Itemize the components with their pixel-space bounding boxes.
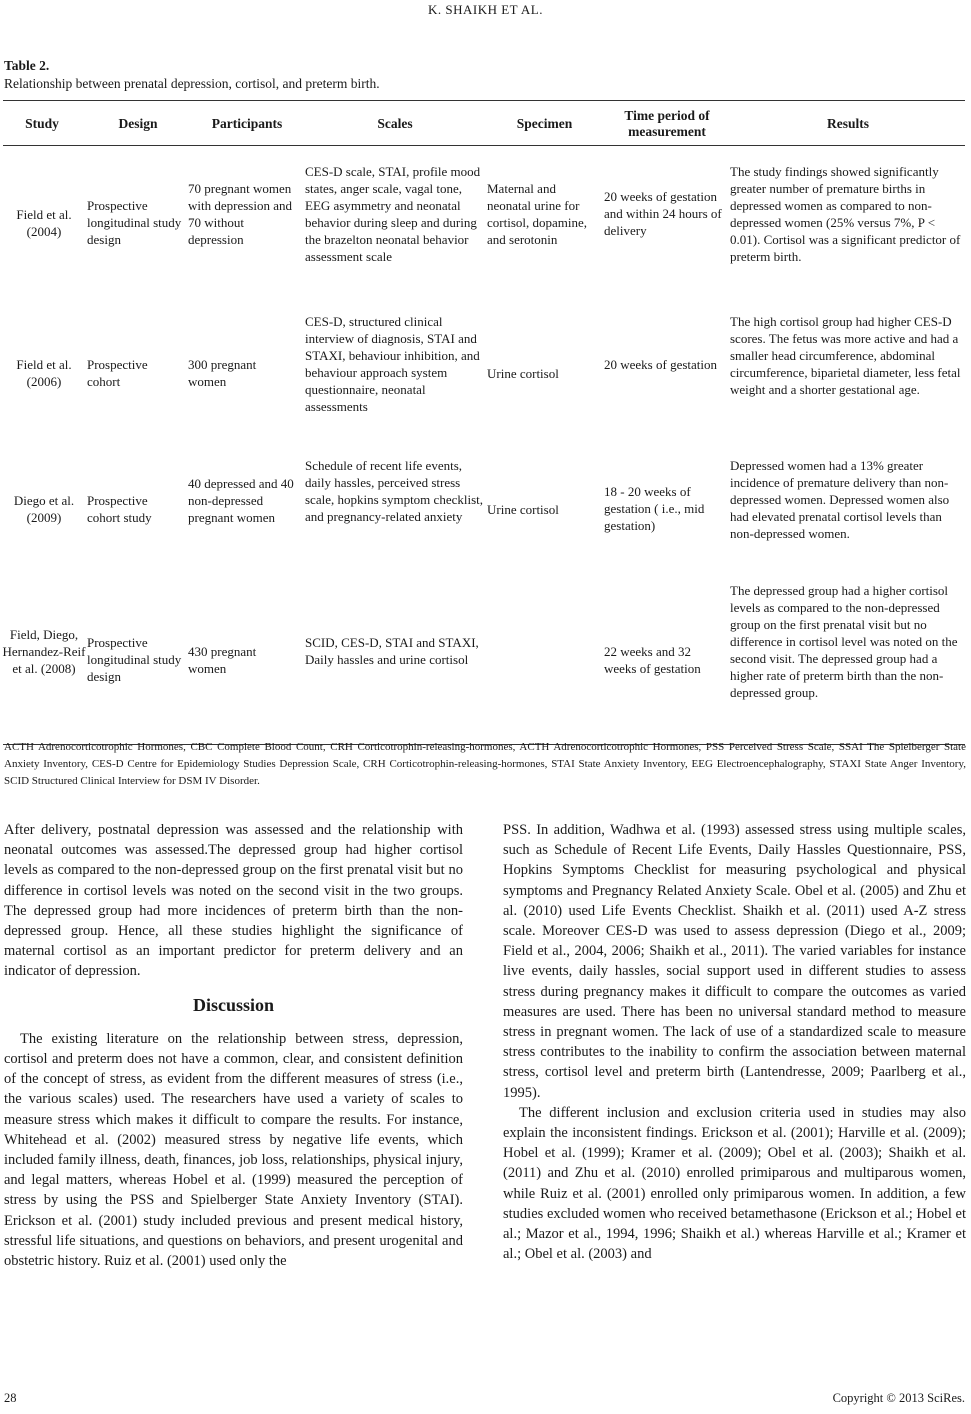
table-row-3-results: Depressed women had a 13% greater incidence of premature delivery than non-depressed women. Depressed women also had elevated prenatal cortisol levels than non-depressed women.: [730, 458, 950, 541]
discussion-heading: Discussion: [192, 994, 275, 1015]
page-number: 28: [4, 1391, 17, 1405]
table-row-3-specimen: Urine cortisol: [487, 502, 559, 517]
table-row-1-participants: 70 pregnant women with depression and 70 without depression: [188, 181, 292, 247]
right-paragraph-1: PSS. In addition, Wadhwa et al. (1993) assessed stress using multiple scales, such as Schedule of Recent Life Events, Daily Hassles Questionnaire, PSS, Hopkins Symptoms Checklist for measuring psychological and physical symptoms and Pregnancy Related Anxiety Scale. Obel et al. (2005) and Zhu et al. (2010) used Life Events Checklist. Shaikh et al. (2011) used A-Z stress scale. Moreover CES-D was used to assess depression (Diego et al., 2009; Field et al., 2004, 2006; Shaikh et al., 2011). The varied variables for instance live events, daily hassles, social support used in different studies to assess stress during pregnancy makes it difficult to compare the outcomes as varied measures are used. There has been no universal standard method to measure stress in pregnant women. The lack of use of a standardized scale to measure stress contributes to the inability to confirm the association between maternal stress, cortisol level and preterm birth (Lantendresse, 2009; Paarlberg et al., 1995).: [503, 822, 966, 1101]
table-row-1-study: Field et al. (2004): [16, 207, 72, 239]
left-paragraph-1: After delivery, postnatal depression was assessed and the relationship with neonatal outcomes was assessed.The depressed group had higher cortisol levels as compared to the non-depressed group on the first prenatal visit but no difference in cortisol levels was noted on the second visit in the two groups. The depressed group had more incidences of preterm birth than the non-depressed group. Hence, all these studies highlight the significance of maternal cortisol as an important predictor for preterm delivery and an indicator of depression.: [4, 822, 463, 980]
table-row-2-design: Prospective cohort: [87, 357, 148, 389]
table-row-3-scales: Schedule of recent life events, daily hassles, perceived stress scale, hopkins symptom checklist, and pregnancy-related anxiety: [305, 458, 484, 524]
table-row-1-time: 20 weeks of gestation and within 24 hours of delivery: [604, 189, 722, 238]
header-time-period: Time period of measurement: [624, 108, 710, 139]
table-footnote: ACTH Adrenocorticotrophic Hormones, CBC Complete Blood Count, CRH Corticotrophin-releasing-hormones, ACTH Adrenocorticotrophic Hormones, PSS Perceived Stress Scale, SSAI The Spielberger State Anxiety Inventory, CES-D Centre for Epidemiology Studies Depression Scale, CRH Corticotrophin-releasing-hormones, STAI State Anxiety Inventory, EEG Electroencephalography, STAXI State Anger Inventory, SCID Structured Clinical Interview for DSM IV Disorder.: [4, 741, 966, 787]
table-row-3-time: 18 - 20 weeks of gestation ( i.e., mid gestation): [604, 484, 705, 533]
header-results: Results: [826, 116, 869, 131]
table-row-1-design: Prospective longitudinal study design: [87, 198, 182, 247]
table-row-1-results: The study findings showed significantly greater number of premature births in depressed women as compared to non-depressed women (25% versus 7%, P < 0.01). Cortisol was a significant predictor of preterm birth.: [730, 164, 961, 264]
table-row-4-results: The depressed group had a higher cortisol levels as compared to the non-depressed group on the first prenatal visit but no difference in cortisol level was noted on the second visit. The depressed group had a higher rate of preterm birth than the non-depressed group.: [730, 583, 958, 700]
left-column: [4, 820, 463, 1271]
table-row-2-study: Field et al. (2006): [16, 357, 72, 389]
table-row-2-time: 20 weeks of gestation: [604, 357, 718, 372]
table-row-3-participants: 40 depressed and 40 non-depressed pregnant women: [188, 476, 294, 525]
table-row-3-study: Diego et al. (2009): [13, 493, 75, 525]
left-paragraph-2: The existing literature on the relationship between stress, depression, cortisol and preterm does not have a common, clear, and consistent definition of the concept of stress, as evident from the different measures of stress (i.e., the various scales) used. The researchers have used a variety of scales to measure stress which makes it difficult to compare the results. For instance, Whitehead et al. (2002) measured stress by negative life events, which included family illness, death, finances, job loss, relationships, physical injury, and legal matters, whereas Hobel et al. (1999) measured the perception of stress by using the PSS and Spielberger State Anxiety Inventory (STAI). Erickson et al. (2001) study included previous and present medical history, stressful life situations, and questions on behaviors, and present urogenital and obstetric history. Ruiz et al. (2001) used only the: [4, 1030, 463, 1270]
table-header-rule: [3, 145, 965, 146]
table-row-2-results: The high cortisol group had higher CES-D scores. The fetus was more active and had a smaller head circumference, abdominal circumference, biparietal diameter, less fetal weight and a shorter gestational age.: [730, 314, 961, 397]
right-column: [503, 820, 966, 1264]
table-row-1-specimen: Maternal and neonatal urine for cortisol, dopamine, and serotonin: [487, 181, 588, 247]
table-row-2-specimen: Urine cortisol: [487, 366, 559, 381]
table-row-4-time: 22 weeks and 32 weeks of gestation: [604, 644, 701, 676]
table-row-2-scales: CES-D, structured clinical interview of diagnosis, STAI and STAXI, behaviour inhibition, and behaviour approach system questionnaire, neonatal assessments: [305, 314, 480, 414]
copyright-notice: Copyright © 2013 SciRes.: [832, 1391, 965, 1405]
table-label: Table 2.: [4, 58, 50, 73]
table-caption: Relationship between prenatal depression, cortisol, and preterm birth.: [4, 76, 380, 91]
table-top-rule: [3, 100, 965, 101]
header-design: Design: [118, 116, 158, 131]
header-specimen: Specimen: [516, 116, 573, 131]
right-paragraph-2: The different inclusion and exclusion criteria used in studies may also explain the inconsistent findings. Erickson et al. (2001); Harville et al. (2009); Hobel et al. (1999); Kramer et al. (2009); Obel et al. (2003); Shaikh et al. (2011) and Zhu et al. (2010) enrolled primiparous and multiparous women, while Ruiz et al. (2001) enrolled only primiparous women. In addition, a few studies excluded women who received betamethasone (Erickson et al.; Hobel et al.; Mazor et al., 1994, 1996; Shaikh et al.) whereas Harville et al.; Kramer et al.; Obel et al. (2003) and: [503, 1104, 966, 1263]
table-row-4-design: Prospective longitudinal study design: [87, 635, 182, 684]
table-row-1-scales: CES-D scale, STAI, profile mood states, anger scale, vagal tone, EEG asymmetry and neonatal behavior during sleep and during the brazelton neonatal behavior assessment scale: [305, 164, 481, 264]
running-head: K. SHAIKH ET AL.: [427, 2, 543, 17]
header-study: Study: [25, 116, 59, 131]
table-row-2-participants: 300 pregnant women: [188, 357, 257, 389]
table-row-4-study: Field, Diego, Hernandez-Reif et al. (2008): [2, 627, 86, 676]
header-participants: Participants: [211, 116, 283, 131]
table-row-4-participants: 430 pregnant women: [188, 644, 257, 676]
table-row-3-design: Prospective cohort study: [87, 493, 152, 525]
header-scales: Scales: [377, 116, 413, 131]
table-row-4-scales: SCID, CES-D, STAI and STAXI, Daily hassles and urine cortisol: [305, 635, 479, 667]
